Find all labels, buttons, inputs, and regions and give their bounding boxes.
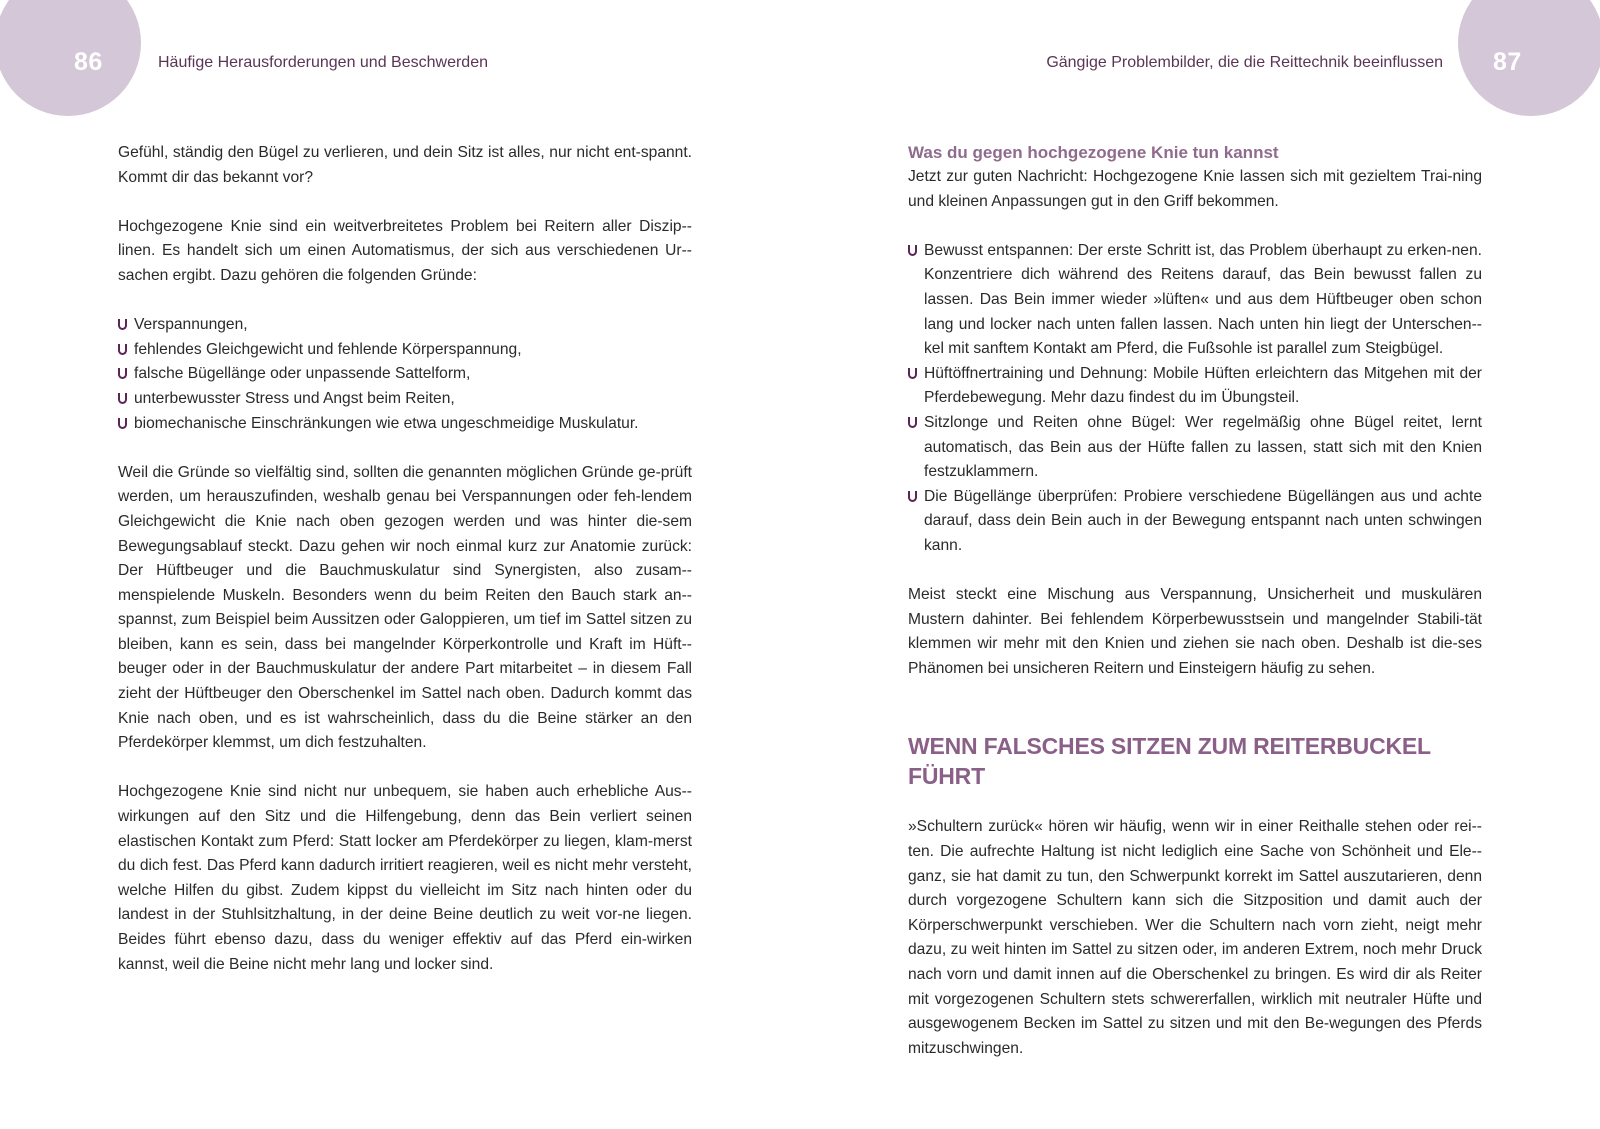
list-item: biomechanische Einschränkungen wie etwa ungeschmeidige Muskulatur. <box>118 412 692 437</box>
horseshoe-icon <box>908 245 917 256</box>
page-number: 87 <box>1493 48 1522 76</box>
subheading: Was du gegen hochgezogene Knie tun kannst <box>908 143 1279 162</box>
paragraph: Weil die Gründe so vielfältig sind, sollten die genannten möglichen Gründe ge-prüft werden, um herauszufinden, weshalb genau bei Verspannungen oder feh-lendem Gleichgewicht die Knie nach oben gezogen werden und was hinter die-sem Bewegungsablauf steckt. Dazu gehen wir noch einmal kurz zur Anatomie zurück: Der Hüftbeuger und die Bauchmuskulatur sind Synergisten, also zusam-menspielende Muskeln. Besonders wenn du beim Reiten den Bauch stark an-spannst, zum Beispiel beim Aussitzen oder Galoppieren, um tief im Sattel sitzen zu bleiben, kann es sein, dass bei mangelnder Körperkontrolle und Kraft im Hüft-beuger oder in der Bauchmuskulatur der andere Part mitarbeitet – in diesem Fall zieht der Hüftbeuger den Oberschenkel im Sattel nach oben. Dadurch kommt das Knie nach oben, und es ist wahrscheinlich, dass du die Beine stärker an den Pferdekörper klemmst, um dich festzuhalten. <box>118 463 692 752</box>
horseshoe-icon <box>118 344 127 355</box>
tips-list <box>908 239 1482 559</box>
left-column <box>118 141 692 977</box>
list-item: unterbewusster Stress und Angst beim Reiten, <box>118 387 692 412</box>
list-item: Verspannungen, <box>118 313 692 338</box>
list-item: Hüftöffnertraining und Dehnung: Mobile Hüften erleichtern das Mitgehen mit der Pferdebewegung. Mehr dazu findest du im Übungsteil. <box>908 362 1482 411</box>
horseshoe-icon <box>118 368 127 379</box>
paragraph: Gefühl, ständig den Bügel zu verlieren, und dein Sitz ist alles, nur nicht ent-spannt. Kommt dir das bekannt vor? <box>118 144 692 186</box>
list-item: Die Bügellänge überprüfen: Probiere verschiedene Bügellängen aus und achte darauf, dass dein Bein auch in der Bewegung entspannt nach unten schwingen kann. <box>908 485 1482 559</box>
list-item: Sitzlonge und Reiten ohne Bügel: Wer regelmäßig ohne Bügel reitet, lernt automatisch, das Bein aus der Hüfte fallen zu lassen, statt sich mit den Knien festzuklammern. <box>908 411 1482 485</box>
summary-paragraph: Meist steckt eine Mischung aus Verspannung, Unsicherheit und muskulären Mustern dahinter. Bei fehlendem Körperbewusstsein und mangelnder Stabili-tät klemmen wir mehr mit den Knien und ziehen sie nach oben. Deshalb ist die-ses Phänomen bei unsicheren Reitern und Einsteigern häufig zu sehen. <box>908 586 1482 677</box>
horseshoe-icon <box>908 491 917 502</box>
list-item: falsche Bügellänge oder unpassende Sattelform, <box>118 362 692 387</box>
intro-paragraph: Jetzt zur guten Nachricht: Hochgezogene Knie lassen sich mit gezieltem Trai-ning und kleinen Anpassungen gut in den Griff bekommen. <box>908 168 1482 210</box>
horseshoe-icon <box>118 393 127 404</box>
paragraph: Hochgezogene Knie sind nicht nur unbequem, sie haben auch erhebliche Aus-wirkungen auf den Sitz und die Hilfengebung, denn das Bein verliert seinen elastischen Kontakt zum Pferd: Statt locker am Pferdekörper zu liegen, klam-merst du dich fest. Das Pferd kann dadurch irritiert reagieren, weil es nicht mehr versteht, welche Hilfen du gibst. Zudem kippst du vielleicht im Sitz nach hinten oder du landest in der Stuhlsitzhaltung, in der deine Beine deutlich zu weit vor-ne liegen. Beides führt ebenso dazu, dass du weniger effektiv auf das Pferd ein-wirken kannst, weil die Beine nicht mehr lang und locker sind. <box>118 783 692 973</box>
chapter-heading: WENN FALSCHES SITZEN ZUM REITERBUCKEL FÜHRT <box>908 733 1431 790</box>
page-number: 86 <box>74 48 103 76</box>
horseshoe-icon <box>118 319 127 330</box>
reasons-list <box>118 313 692 436</box>
list-item: fehlendes Gleichgewicht und fehlende Körperspannung, <box>118 338 692 363</box>
paragraph: Hochgezogene Knie sind ein weitverbreitetes Problem bei Reitern aller Diszip-linen. Es handelt sich um einen Automatismus, der sich aus verschiedenen Ur-sachen ergibt. Dazu gehören die folgenden Gründe: <box>118 217 692 284</box>
running-head: Gängige Problembilder, die die Reittechnik beeinflussen <box>1046 54 1443 71</box>
horseshoe-icon <box>118 418 127 429</box>
right-page <box>800 0 1600 1129</box>
horseshoe-icon <box>908 368 917 379</box>
chapter-paragraph: »Schultern zurück« hören wir häufig, wenn wir in einer Reithalle stehen oder rei-ten. Die aufrechte Haltung ist nicht lediglich eine Sache von Schönheit und Ele-ganz, sie hat damit zu tun, den Schwerpunkt korrekt im Sattel auszutarieren, denn durch vorgezogene Schultern kann sich die Sitzposition und damit auch der Körperschwerpunkt verschieben. Wer die Schultern nach vorn zieht, neigt mehr dazu, zu weit hinten im Sattel zu sitzen oder, im anderen Extrem, noch mehr Druck nach vorn und damit innen auf die Oberschenkel zu bringen. Es wird dir als Reiter mit vorgezogenen Schultern stets schwererfallen, wirklich mit neutraler Hüfte und ausgewogenem Becken im Sattel zu sitzen und mit den Be-wegungen des Pferds mitzuschwingen. <box>908 818 1482 1057</box>
horseshoe-icon <box>908 417 917 428</box>
page-number-circle <box>0 0 141 116</box>
right-column <box>908 141 1482 1061</box>
list-item: Bewusst entspannen: Der erste Schritt ist, das Problem überhaupt zu erken-nen. Konzentriere dich während des Reitens darauf, das Bein bewusst fallen zu lassen. Das Bein immer wieder »lüften« und aus dem Hüftbeuger oben schon lang und locker nach unten fallen lassen. Nach unten hin liegt der Unterschen-kel mit sanftem Kontakt am Pferd, die Fußsohle ist parallel zum Steigbügel. <box>908 239 1482 362</box>
page-number-circle <box>1458 0 1600 116</box>
running-head: Häufige Herausforderungen und Beschwerden <box>158 54 488 71</box>
